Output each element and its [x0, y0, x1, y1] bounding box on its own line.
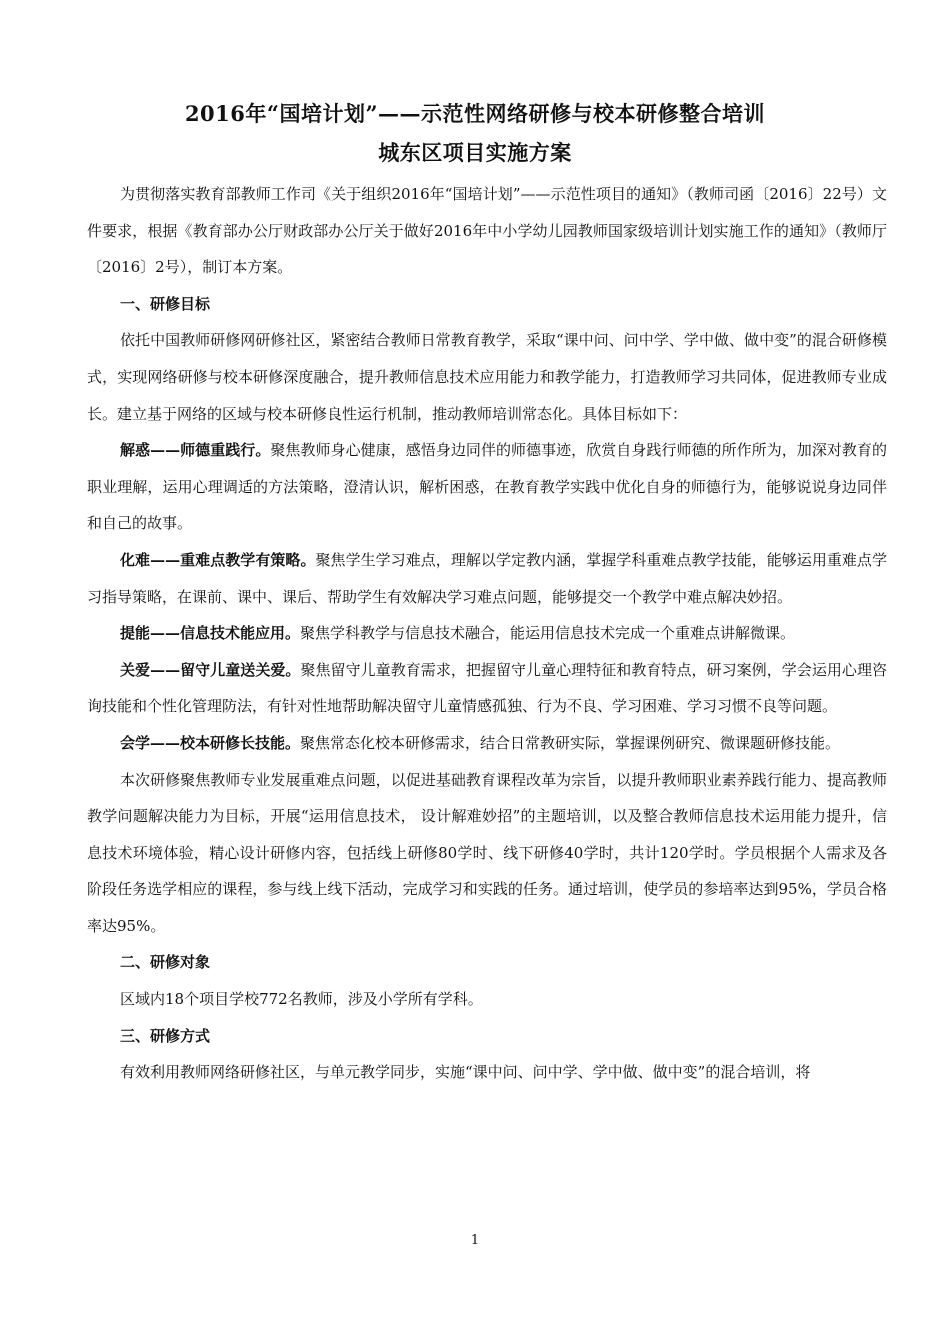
goal-item: [87, 432, 887, 542]
method-paragraph: 有效利用教师网络研修社区，与单元教学同步，实施“课中问、问中学、学中做、做中变”的混合培训，将: [120, 1063, 811, 1082]
document-subtitle: 城东区项目实施方案: [378, 140, 572, 165]
goal-item: [87, 542, 887, 615]
goal-text: 聚焦常态化校本研修需求，结合日常教研实际，掌握课例研究、微课题研修技能。: [300, 733, 841, 752]
document-body: [87, 176, 887, 1091]
section-heading-goals: 一、研修目标: [120, 294, 211, 313]
goal-lead: 关爱——留守儿童送关爱。: [120, 660, 301, 679]
goal-item: [87, 652, 887, 725]
goal-item: [87, 725, 887, 762]
intro-paragraph: 为贯彻落实教育部教师工作司《关于组织2016年“国培计划”——示范性项目的通知》（教师司函〔2016〕22号）文件要求，根据《教育部办公厅财政部办公厅关于做好2016年中小学幼儿园教师国家级培训计划实施工作的通知》（教师厅〔2016〕2号），制订本方案。: [87, 185, 887, 277]
page-number: 1: [470, 1233, 480, 1248]
goal-text: 聚焦学科教学与信息技术融合，能运用信息技术完成一个重难点讲解微课。: [300, 624, 796, 643]
goal-lead: 提能——信息技术能应用。: [120, 624, 301, 643]
summary-paragraph: 本次研修聚焦教师专业发展重难点问题，以促进基础教育课程改革为宗旨，以提升教师职业素养践行能力、提高教师教学问题解决能力为目标，开展“运用信息技术， 设计解难妙招”的主题培训，以及整合教师信息技术运用能力提升，信息技术环境体验，精心设计研修内容，包括线上研修80学时、线下研修40学时，共计120学时。学员根据个人需求及各阶段任务选学相应的课程，参与线上线下活动，完成学习和实践的任务。通过培训，使学员的参培率达到95%，学员合格率达95%。: [87, 770, 887, 935]
goals-intro-paragraph: 依托中国教师研修网研修社区，紧密结合教师日常教育教学，采取“课中问、问中学、学中做、做中变”的混合研修模式，实现网络研修与校本研修深度融合，提升教师信息技术应用能力和教学能力，打造教师学习共同体，促进教师专业成长。建立基于网络的区域与校本研修良性运行机制，推动教师培训常态化。具体目标如下：: [87, 331, 887, 423]
document-title: 2016年“国培计划”——示范性网络研修与校本研修整合培训: [184, 101, 766, 126]
goal-lead: 化难——重难点教学有策略。: [120, 550, 316, 569]
goal-text: 聚焦教师身心健康，感悟身边同伴的师德事迹，欣赏自身践行师德的所作所为，加深对教育的职业理解，运用心理调适的方法策略，澄清认识，解析困惑，在教育教学实践中优化自身的师德行为，能够说说身边同伴和自己的故事。: [87, 441, 887, 533]
section-heading-method: 三、研修方式: [120, 1026, 211, 1045]
goal-lead: 解惑——师德重践行。: [120, 441, 271, 460]
section-heading-participants: 二、研修对象: [120, 953, 211, 972]
goal-text: 聚焦留守儿童教育需求，把握留守儿童心理特征和教育特点，研习案例，学会运用心理咨询技能和个性化管理防法，有针对性地帮助解决留守儿童情感孤独、行为不良、学习困难、学习习惯不良等问题。: [87, 660, 887, 716]
participants-paragraph: 区域内18个项目学校772名教师，涉及小学所有学科。: [120, 990, 483, 1009]
goal-text: 聚焦学生学习难点，理解以学定教内涵，掌握学科重难点教学技能，能够运用重难点学习指导策略，在课前、课中、课后、帮助学生有效解决学习难点问题，能够提交一个教学中难点解决妙招。: [87, 550, 887, 606]
goal-item: [87, 615, 887, 652]
goal-lead: 会学——校本研修长技能。: [120, 733, 301, 752]
